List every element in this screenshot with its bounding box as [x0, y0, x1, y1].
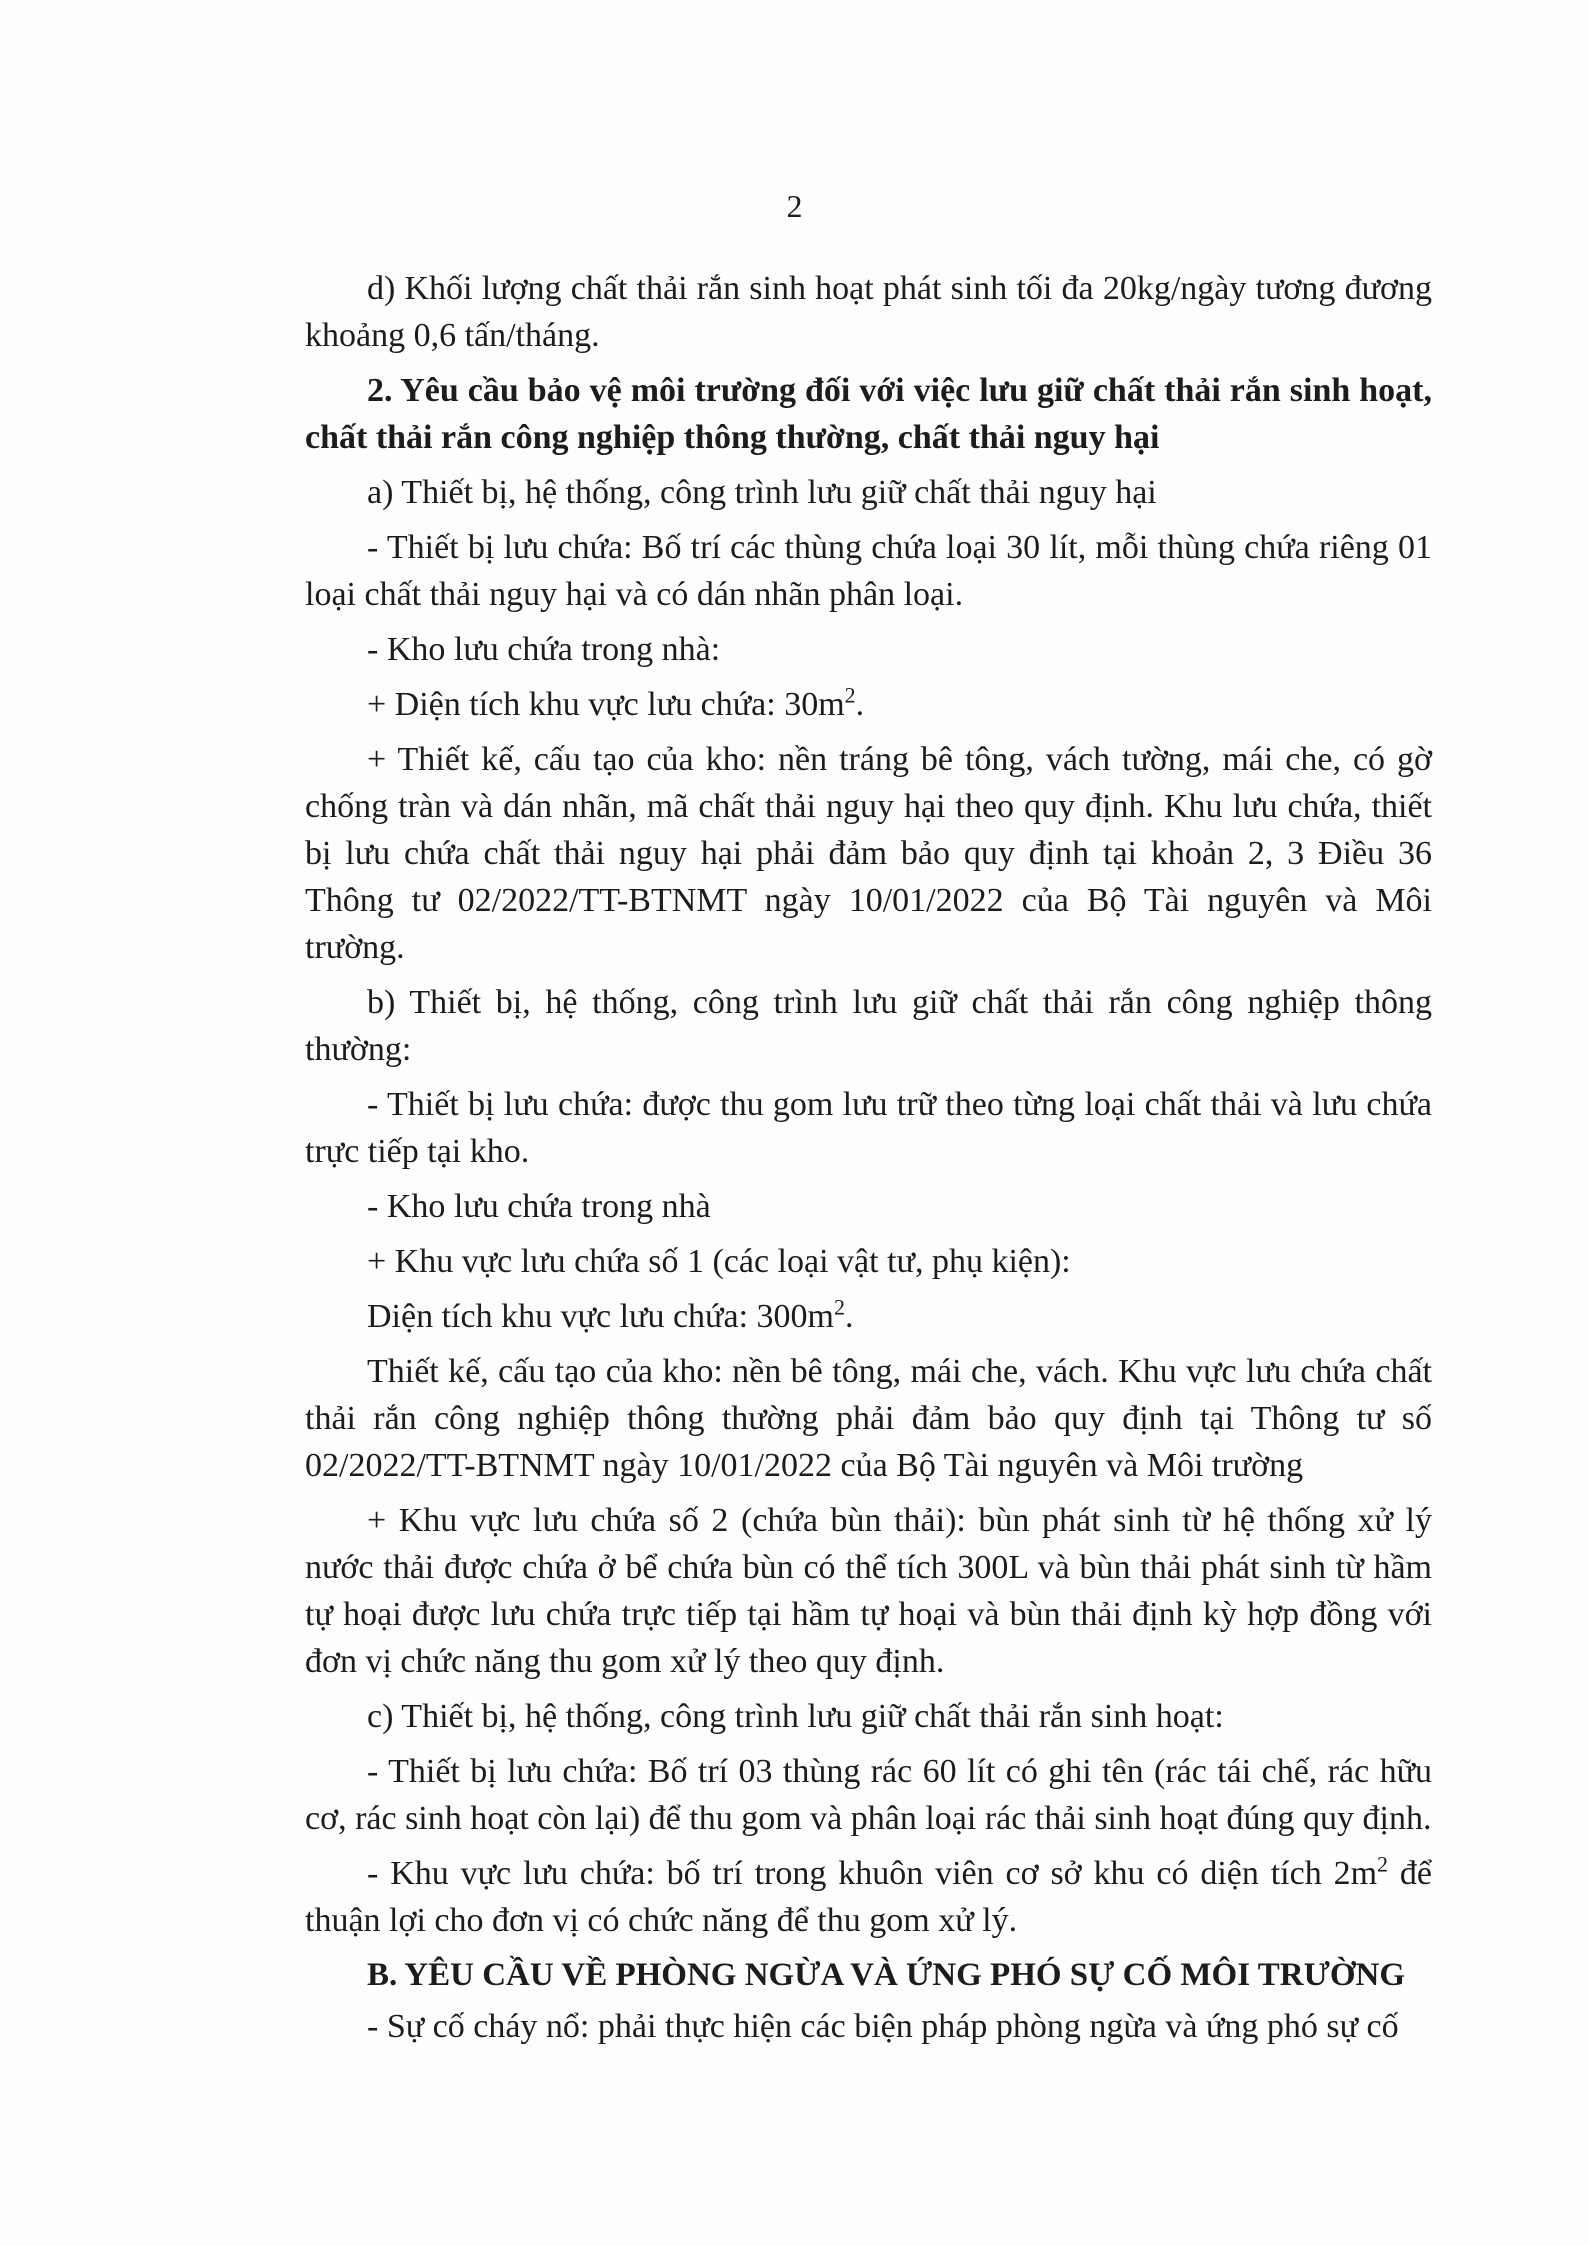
- paragraph-text: + Diện tích khu vực lưu chứa: 30m: [367, 686, 845, 723]
- paragraph: [305, 469, 1432, 516]
- paragraph: [305, 1081, 1432, 1175]
- paragraph-text: + Khu vực lưu chứa số 1 (các loại vật tư, phụ kiện):: [367, 1243, 1071, 1280]
- paragraph: [305, 681, 1432, 728]
- paragraph: [305, 979, 1432, 1073]
- paragraph-text: + Khu vực lưu chứa số 2 (chứa bùn thải): bùn phát sinh từ hệ thống xử lý nước thải được chứa ở bể chứa bùn có thể tích 300L và bùn thải phát sinh từ hầm tự hoại được lưu chứa trực tiếp tại hầm tự hoại và bùn thải định kỳ hợp đồng với đơn vị chức năng thu gom xử lý theo quy định.: [305, 1502, 1432, 1680]
- paragraph-text: a) Thiết bị, hệ thống, công trình lưu giữ chất thải nguy hại: [367, 474, 1157, 511]
- paragraph-text: Diện tích khu vực lưu chứa: 300m: [367, 1298, 834, 1335]
- paragraph-text: - Thiết bị lưu chứa: được thu gom lưu trữ theo từng loại chất thải và lưu chứa trực tiếp tại kho.: [305, 1086, 1432, 1170]
- paragraph: [305, 1238, 1432, 1285]
- paragraph: [305, 265, 1432, 359]
- paragraph-text: d) Khối lượng chất thải rắn sinh hoạt phát sinh tối đa 20kg/ngày tương đương khoảng 0,6 tấn/tháng.: [305, 270, 1432, 354]
- paragraph-text: 2. Yêu cầu bảo vệ môi trường đối với việc lưu giữ chất thải rắn sinh hoạt, chất thải rắn công nghiệp thông thường, chất thải nguy hại: [305, 372, 1432, 456]
- paragraph: [305, 367, 1432, 461]
- paragraph: [305, 1748, 1432, 1842]
- document-body: [305, 265, 1432, 2058]
- paragraph-text: - Khu vực lưu chứa: bố trí trong khuôn viên cơ sở khu có diện tích 2m: [367, 1855, 1378, 1892]
- paragraph: [305, 1183, 1432, 1230]
- paragraph: [305, 1850, 1432, 1944]
- section-b-heading: B. YÊU CẦU VỀ PHÒNG NGỪA VÀ ỨNG PHÓ SỰ CỐ MÔI TRƯỜNG: [367, 1957, 1406, 1993]
- paragraph: [305, 1293, 1432, 1340]
- page-number: 2: [786, 188, 803, 224]
- paragraph: [305, 736, 1432, 971]
- paragraph-text-after: .: [844, 1298, 854, 1335]
- paragraph: [305, 1497, 1432, 1685]
- paragraph: [305, 1348, 1432, 1489]
- paragraph: [305, 524, 1432, 618]
- superscript: 2: [844, 682, 856, 708]
- paragraph-text: Thiết kế, cấu tạo của kho: nền bê tông, mái che, vách. Khu vực lưu chứa chất thải rắn công nghiệp thông thường phải đảm bảo quy định tại Thông tư số 02/2022/TT-BTNMT ngày 10/01/2022 của Bộ Tài nguyên và Môi trường: [305, 1353, 1432, 1484]
- superscript: 2: [1377, 1851, 1389, 1877]
- superscript: 2: [833, 1294, 845, 1320]
- paragraph: [305, 626, 1432, 673]
- paragraph-text: b) Thiết bị, hệ thống, công trình lưu giữ chất thải rắn công nghiệp thông thường:: [305, 984, 1432, 1068]
- paragraph-text: c) Thiết bị, hệ thống, công trình lưu giữ chất thải rắn sinh hoạt:: [367, 1698, 1224, 1735]
- paragraph-text: - Kho lưu chứa trong nhà:: [367, 631, 721, 668]
- paragraph-text-after: để thuận lợi cho đơn vị có chức năng để thu gom xử lý.: [305, 1855, 1433, 1939]
- paragraph-text: - Kho lưu chứa trong nhà: [367, 1188, 711, 1225]
- paragraph-text: - Thiết bị lưu chứa: Bố trí các thùng chứa loại 30 lít, mỗi thùng chứa riêng 01 loại chất thải nguy hại và có dán nhãn phân loại.: [305, 529, 1432, 613]
- section-b-first-line: - Sự cố cháy nổ: phải thực hiện các biện pháp phòng ngừa và ứng phó sự cố: [367, 2008, 1399, 2045]
- paragraph-text: + Thiết kế, cấu tạo của kho: nền tráng bê tông, vách tường, mái che, có gờ chống tràn và dán nhãn, mã chất thải nguy hại theo quy định. Khu lưu chứa, thiết bị lưu chứa chất thải nguy hại phải đảm bảo quy định tại khoản 2, 3 Điều 36 Thông tư 02/2022/TT-BTNMT ngày 10/01/2022 của Bộ Tài nguyên và Môi trường.: [305, 741, 1432, 966]
- paragraph-text: - Thiết bị lưu chứa: Bố trí 03 thùng rác 60 lít có ghi tên (rác tái chế, rác hữu cơ, rác sinh hoạt còn lại) để thu gom và phân loại rác thải sinh hoạt đúng quy định.: [305, 1753, 1432, 1837]
- paragraph-text-after: .: [855, 686, 865, 723]
- paragraph-list: [305, 265, 1432, 1944]
- paragraph: [305, 1693, 1432, 1740]
